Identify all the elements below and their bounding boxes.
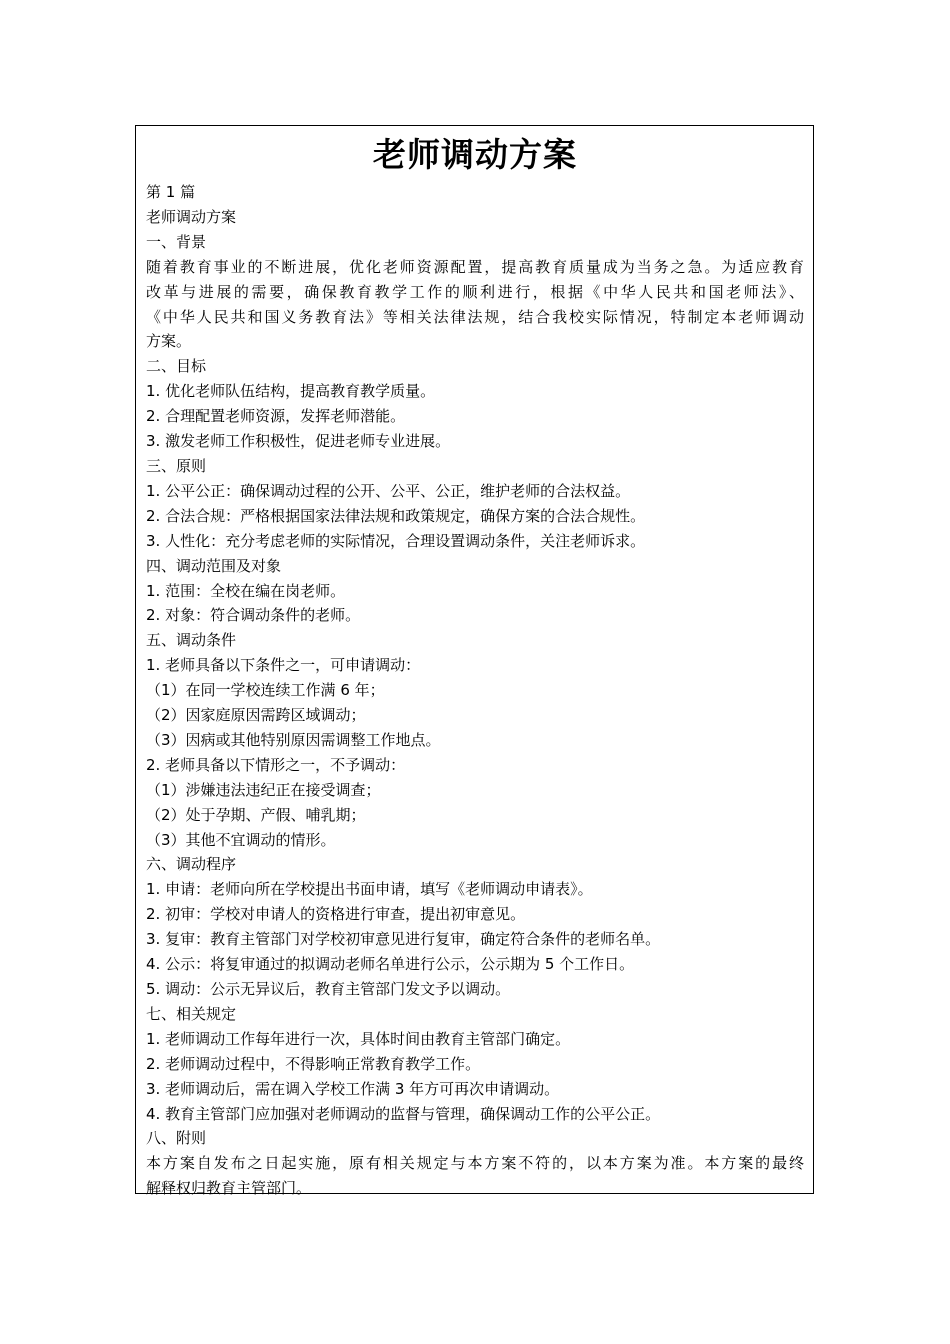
- document-line: 2. 对象：符合调动条件的老师。: [146, 606, 361, 625]
- document-line: 3. 激发老师工作积极性，促进老师专业进展。: [146, 432, 451, 451]
- document-line: 1. 公平公正：确保调动过程的公开、公平、公正，维护老师的合法权益。: [146, 481, 631, 500]
- document-line: （2）处于孕期、产假、哺乳期；: [146, 805, 366, 824]
- document-frame: [135, 125, 814, 1198]
- document-line: 2. 老师具备以下情形之一，不予调动：: [146, 755, 406, 774]
- document-line: 4. 教育主管部门应加强对老师调动的监督与管理，确保调动工作的公平公正。: [146, 1104, 661, 1123]
- document-line: 八、附则: [146, 1129, 207, 1148]
- document-line: 随着教育事业的不断进展，优化老师资源配置，提高教育质量成为当务之急。为适应教育: [146, 257, 804, 276]
- document-body: [146, 180, 804, 1201]
- document-line: 3. 复审：教育主管部门对学校初审意见进行复审，确定符合条件的老师名单。: [146, 930, 661, 949]
- document-line: 1. 范围：全校在编在岗老师。: [146, 581, 346, 600]
- document-line: 1. 老师具备以下条件之一，可申请调动：: [146, 656, 421, 675]
- document-line: 2. 合法合规：严格根据国家法律法规和政策规定，确保方案的合法合规性。: [146, 506, 646, 525]
- document-line: 4. 公示：将复审通过的拟调动老师名单进行公示，公示期为 5 个工作日。: [146, 955, 635, 974]
- document-line: 三、原则: [146, 456, 207, 475]
- document-line: 1. 老师调动工作每年进行一次，具体时间由教育主管部门确定。: [146, 1029, 571, 1048]
- document-line: 改革与进展的需要，确保教育教学工作的顺利进行，根据《中华人民共和国老师法》、: [146, 282, 804, 301]
- document-line: （3）其他不宜调动的情形。: [146, 830, 336, 849]
- document-line: 3. 老师调动后，需在调入学校工作满 3 年方可再次申请调动。: [146, 1079, 560, 1098]
- document-line: 五、调动条件: [146, 631, 237, 650]
- document-line: 六、调动程序: [146, 855, 237, 874]
- document-line: 四、调动范围及对象: [146, 556, 282, 575]
- document-line: 5. 调动：公示无异议后，教育主管部门发文予以调动。: [146, 980, 511, 998]
- document-line: （1）在同一学校连续工作满 6 年；: [146, 681, 385, 700]
- document-line: 第 1 篇: [146, 183, 196, 201]
- document-line: 七、相关规定: [146, 1004, 237, 1023]
- document-line: 老师调动方案: [146, 207, 237, 226]
- document-line: 二、目标: [146, 357, 207, 376]
- document-line: 2. 合理配置老师资源，发挥老师潜能。: [146, 407, 406, 426]
- document-line: 本方案自发布之日起实施，原有相关规定与本方案不符的，以本方案为准。本方案的最终: [146, 1154, 804, 1173]
- document-line: （2）因家庭原因需跨区域调动；: [146, 706, 366, 725]
- document-line: 3. 人性化：充分考虑老师的实际情况，合理设置调动条件，关注老师诉求。: [146, 531, 646, 550]
- document-line: 方案。: [146, 332, 192, 351]
- document-line: 解释权归教育主管部门。: [146, 1179, 312, 1198]
- document-line: 一、背景: [146, 232, 207, 251]
- document-title: 老师调动方案: [373, 135, 577, 174]
- document-line: 1. 优化老师队伍结构，提高教育教学质量。: [146, 382, 436, 401]
- document-line: 2. 初审：学校对申请人的资格进行审查，提出初审意见。: [146, 905, 526, 924]
- document-line: （3）因病或其他特别原因需调整工作地点。: [146, 730, 441, 749]
- document-line: （1）涉嫌违法违纪正在接受调查；: [146, 780, 381, 799]
- document-line: 1. 申请：老师向所在学校提出书面申请，填写《老师调动申请表》。: [146, 880, 593, 899]
- document-line: 《中华人民共和国义务教育法》等相关法律法规，结合我校实际情况，特制定本老师调动: [146, 307, 804, 326]
- document-line: 2. 老师调动过程中，不得影响正常教育教学工作。: [146, 1054, 481, 1073]
